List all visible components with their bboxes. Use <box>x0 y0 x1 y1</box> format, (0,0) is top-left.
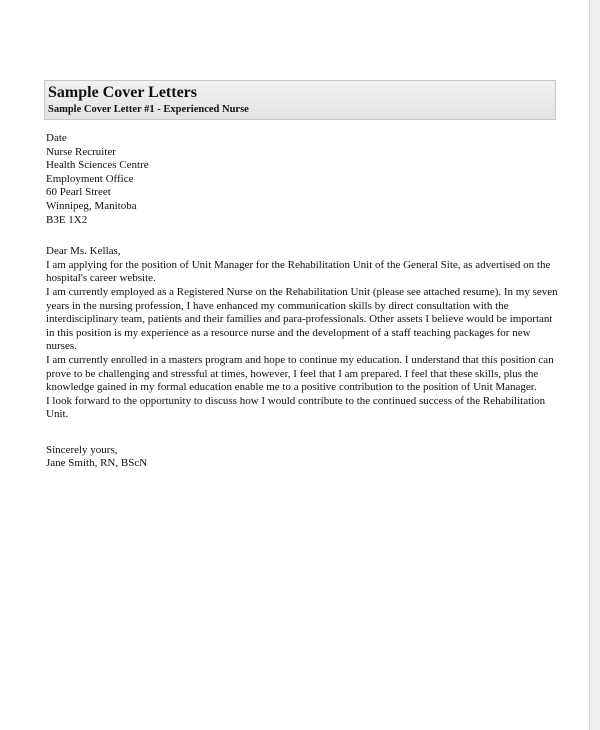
salutation: Dear Ms. Kellas, <box>46 245 121 258</box>
closing: Sincerely yours, <box>46 443 118 456</box>
body-paragraph: I am applying for the position of Unit Manager for the Rehabilitation Unit of the General Site, as advertised on the hospital's career website. <box>46 258 551 285</box>
body-paragraph: I am currently employed as a Registered Nurse on the Rehabilitation Unit (please see attached resume). In my seven years in the nursing profession, I have enhanced my communication skills by direct consultation with the interdisciplinary team, patients and their families and para-professionals. Other assets I believe would be important in this position is my experience as a resource nurse and the development of a staff teaching packages for new nurses. <box>46 285 558 353</box>
document-header <box>44 80 556 120</box>
letter-body <box>46 132 561 471</box>
document-title: Sample Cover Letters <box>48 84 197 101</box>
address-line: Winnipeg, Manitoba <box>46 199 137 212</box>
address-line: 60 Pearl Street <box>46 186 111 199</box>
address-line: Health Sciences Centre <box>46 159 149 172</box>
address-line: B3E 1X2 <box>46 213 88 226</box>
recipient-address <box>46 146 561 228</box>
document-subtitle: Sample Cover Letter #1 - Experienced Nurse <box>48 104 249 115</box>
signature: Jane Smith, RN, BScN <box>46 457 148 470</box>
address-line: Employment Office <box>46 172 134 185</box>
body-paragraph: I look forward to the opportunity to discuss how I would contribute to the continued success of the Rehabilitation Unit. <box>46 394 546 421</box>
body-paragraph: I am currently enrolled in a masters program and hope to continue my education. I understand that this position can prove to be challenging and stressful at times, however, I feel that I am prepared. I feel that these skills, plus the knowledge gained in my formal education enable me to a positive contribution to the position of Unit Manager. <box>46 353 554 394</box>
letter-date: Date <box>46 132 67 144</box>
address-line: Nurse Recruiter <box>46 145 116 158</box>
